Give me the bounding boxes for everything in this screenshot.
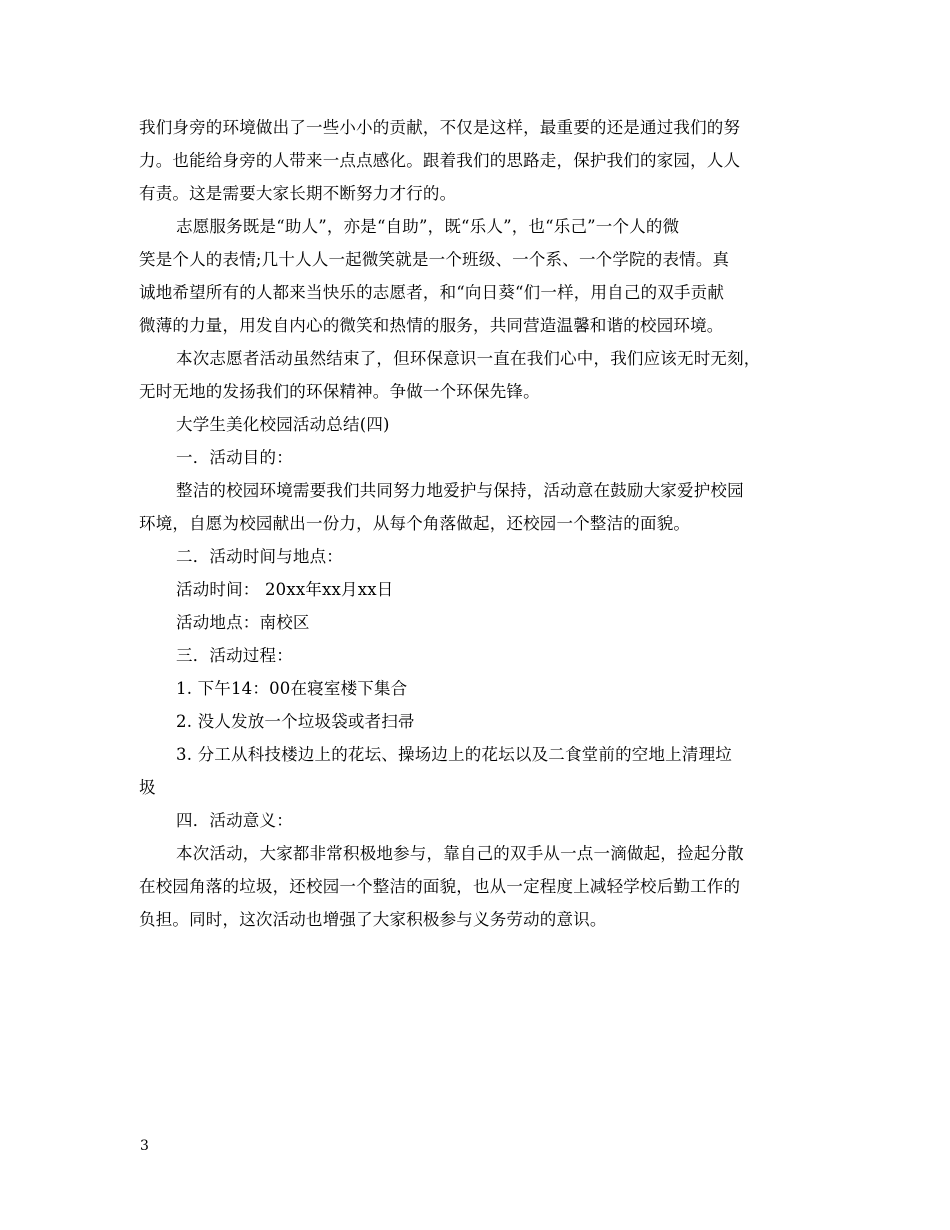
body-line: 活动时间： 20xx年xx月xx日 (176, 580, 394, 599)
body-line: 环境，自愿为校园献出一份力，从每个角落做起，还校园一个整洁的面貌。 (139, 514, 691, 533)
body-line: 本次志愿者活动虽然结束了，但环保意识一直在我们心中，我们应该无时无刻， (176, 349, 761, 368)
body-line: 力。也能给身旁的人带来一点点感化。跟着我们的思路走，保护我们的家园，人人 (139, 151, 741, 170)
list-item: 3. 分工从科技楼边上的花坛、操场边上的花坛以及二食堂前的空地上清理垃 (176, 745, 732, 764)
list-item: 2. 没人发放一个垃圾袋或者扫帚 (176, 712, 415, 731)
section-heading: 三．活动过程： (176, 646, 293, 665)
body-line: 整洁的校园环境需要我们共同努力地爱护与保持，活动意在鼓励大家爱护校园 (176, 481, 744, 500)
body-line: 负担。同时，这次活动也增强了大家积极参与义务劳动的意识。 (139, 910, 607, 929)
section-title: 大学生美化校园活动总结(四) (176, 415, 390, 434)
body-line: 无时无地的发扬我们的环保精神。争做一个环保先锋。 (139, 382, 540, 401)
body-line: 活动地点：南校区 (176, 613, 310, 632)
body-line: 我们身旁的环境做出了一些小小的贡献，不仅是这样，最重要的还是通过我们的努 (139, 118, 741, 137)
body-line: 有责。这是需要大家长期不断努力才行的。 (139, 184, 457, 203)
body-line: 志愿服务既是“助人”，亦是“自助”，既“乐人”，也“乐己”一个人的微 (176, 217, 680, 236)
body-line: 本次活动，大家都非常积极地参与，靠自己的双手从一点一滴做起，捡起分散 (176, 844, 744, 863)
list-item: 1. 下午14：00在寝室楼下集合 (176, 679, 408, 698)
body-line: 微薄的力量，用发自内心的微笑和热情的服务，共同营造温馨和谐的校园环境。 (139, 316, 724, 335)
page-number: 3 (140, 1138, 149, 1154)
section-heading: 二．活动时间与地点： (176, 547, 343, 566)
body-line: 在校园角落的垃圾，还校园一个整洁的面貌，也从一定程度上减轻学校后勤工作的 (139, 877, 741, 896)
section-heading: 四．活动意义： (176, 811, 293, 830)
body-line: 诚地希望所有的人都来当快乐的志愿者，和“向日葵“们一样，用自己的双手贡献 (139, 283, 725, 302)
section-heading: 一．活动目的： (176, 448, 293, 467)
list-item-continuation: 圾 (139, 778, 156, 797)
body-line: 笑是个人的表情;几十人人一起微笑就是一个班级、一个系、一个学院的表情。真 (139, 250, 730, 269)
